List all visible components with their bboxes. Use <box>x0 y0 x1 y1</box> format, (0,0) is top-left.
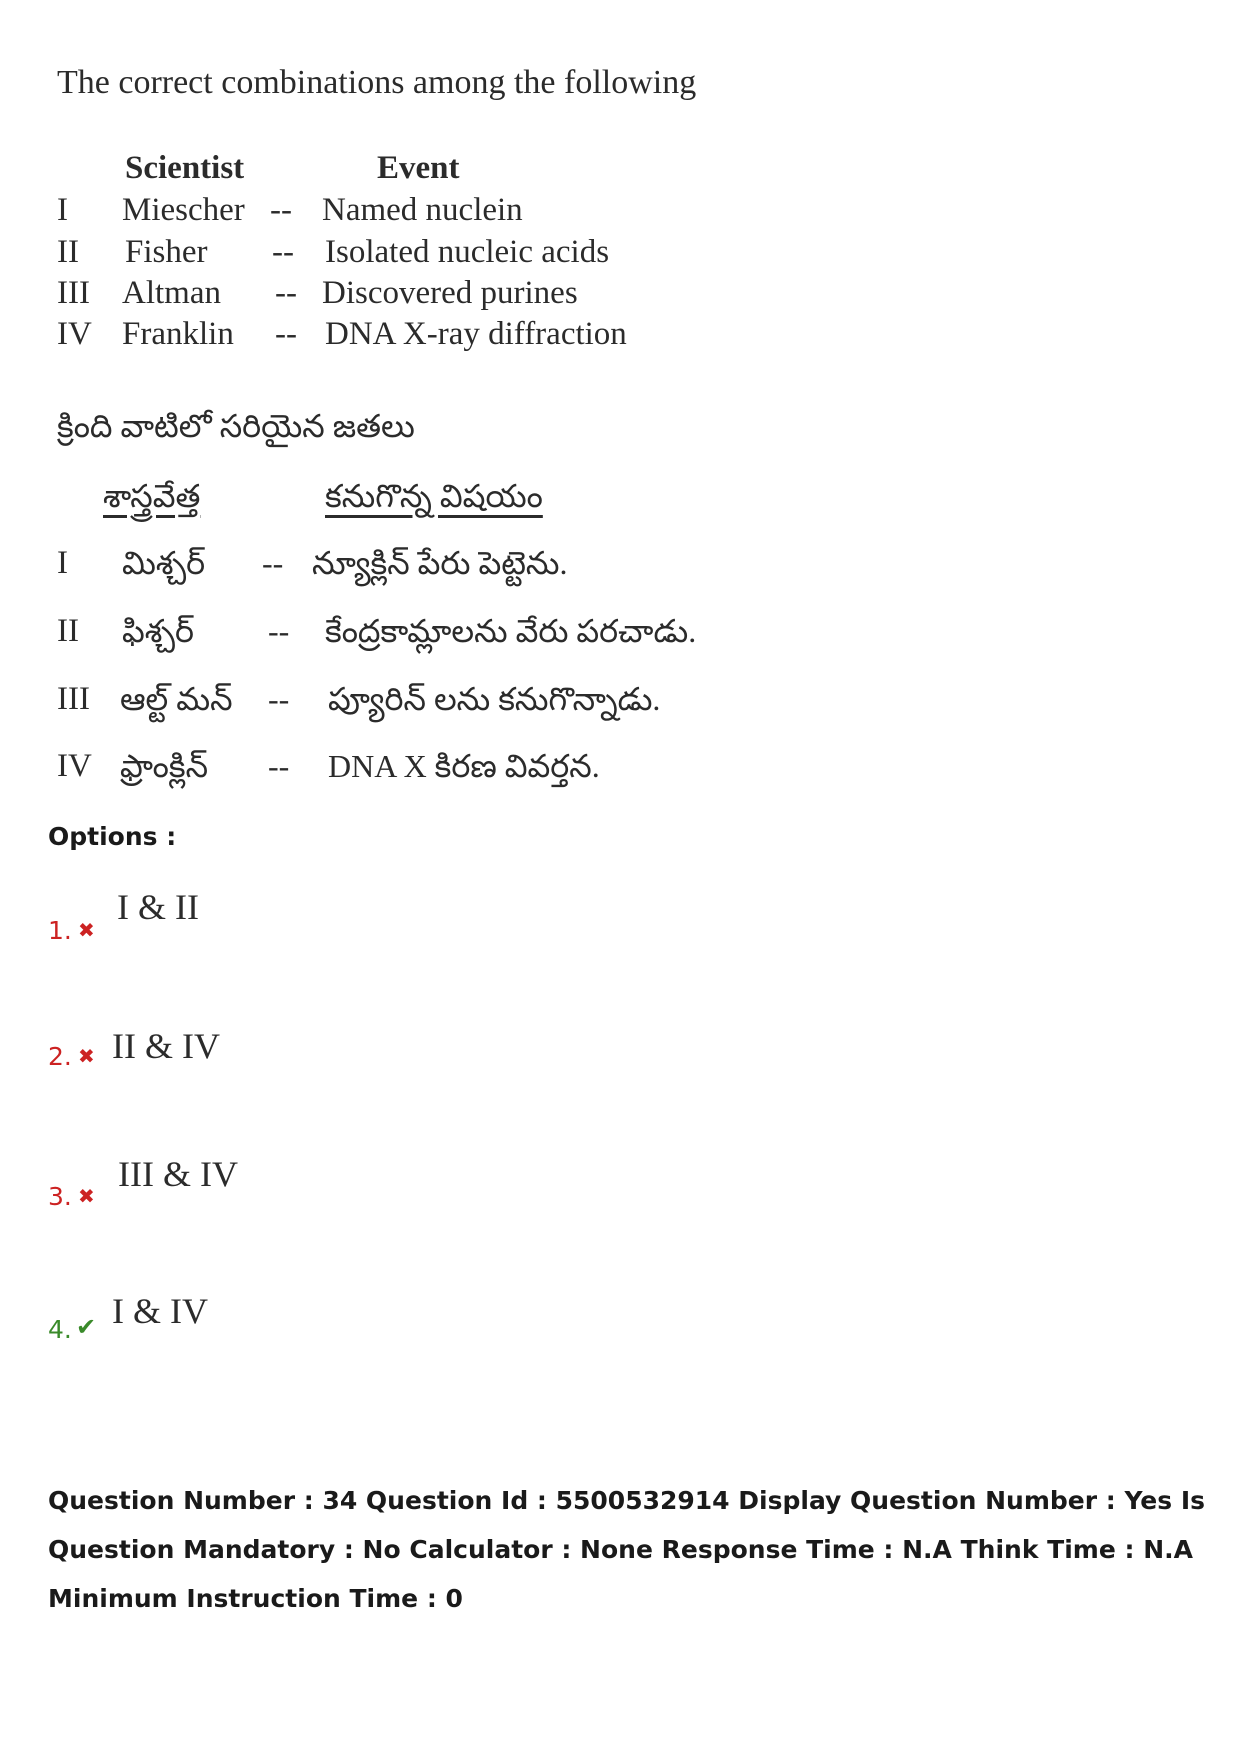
row-scientist: Miescher <box>122 192 245 228</box>
row-numeral: IV <box>57 316 92 352</box>
row-scientist: ఫ్రాంక్లిన్ <box>120 748 209 784</box>
row-scientist: ఫిశ్చర్ <box>122 613 195 649</box>
telugu-header-scientist: శాస్త్రవేత్త <box>103 478 201 514</box>
row-numeral: I <box>57 192 68 228</box>
row-separator: -- <box>272 234 294 270</box>
option-text: I & IV <box>112 1291 208 1331</box>
cross-icon: ✖ <box>78 918 95 942</box>
option-text: III & IV <box>118 1154 238 1194</box>
cross-icon: ✖ <box>78 1184 95 1208</box>
row-scientist: మిశ్చర్ <box>122 545 206 581</box>
cross-icon: ✖ <box>78 1044 95 1068</box>
row-separator: -- <box>268 681 290 717</box>
row-event: Named nuclein <box>322 192 523 228</box>
row-scientist: Fisher <box>125 234 208 270</box>
row-scientist: Altman <box>122 275 221 311</box>
row-event: ప్యూరిన్ లను కనుగొన్నాడు. <box>328 681 661 717</box>
header-event: Event <box>377 150 460 186</box>
row-separator: -- <box>268 748 290 784</box>
option-number: 4. <box>48 1315 72 1344</box>
row-event: న్యూక్లిన్ పేరు పెట్టెను. <box>312 545 568 581</box>
row-event: Discovered purines <box>322 275 578 311</box>
row-event: DNA X కిరణ వివర్తన. <box>328 748 600 784</box>
row-numeral: III <box>57 681 90 717</box>
telugu-intro: క్రింది వాటిలో సరియైన జతలు <box>57 408 415 444</box>
question-metadata: Question Number : 34 Question Id : 5500532914 Display Question Number : Yes Is Question Mandatory : No Calculator : None Response Time : N.A Think Time : N.A Minimum Instruction Time : 0 <box>48 1486 1206 1613</box>
options-label: Options : <box>48 822 177 851</box>
row-numeral: II <box>57 234 79 270</box>
option-number: 1. <box>48 916 72 945</box>
row-event: DNA X-ray diffraction <box>325 316 627 352</box>
option-number: 2. <box>48 1042 72 1071</box>
option-text: I & II <box>117 887 199 927</box>
row-separator: -- <box>270 192 292 228</box>
telugu-header-event: కనుగొన్న విషయం <box>325 478 543 514</box>
row-numeral: I <box>57 545 68 581</box>
row-event: Isolated nucleic acids <box>325 234 610 270</box>
option-number: 3. <box>48 1182 72 1211</box>
row-separator: -- <box>262 545 284 581</box>
row-separator: -- <box>275 275 297 311</box>
checkmark-icon: ✔ <box>76 1313 97 1341</box>
row-numeral: II <box>57 613 79 649</box>
row-separator: -- <box>275 316 297 352</box>
row-numeral: III <box>57 275 90 311</box>
header-scientist: Scientist <box>125 150 245 186</box>
row-event: కేంద్రకామ్లాలను వేరు పరచాడు. <box>325 613 697 649</box>
option-text: II & IV <box>112 1026 220 1066</box>
question-intro: The correct combinations among the following <box>57 64 697 101</box>
row-scientist: Franklin <box>122 316 234 352</box>
row-separator: -- <box>268 613 290 649</box>
row-scientist: ఆల్ట్ మన్ <box>120 681 233 717</box>
row-numeral: IV <box>57 748 92 784</box>
